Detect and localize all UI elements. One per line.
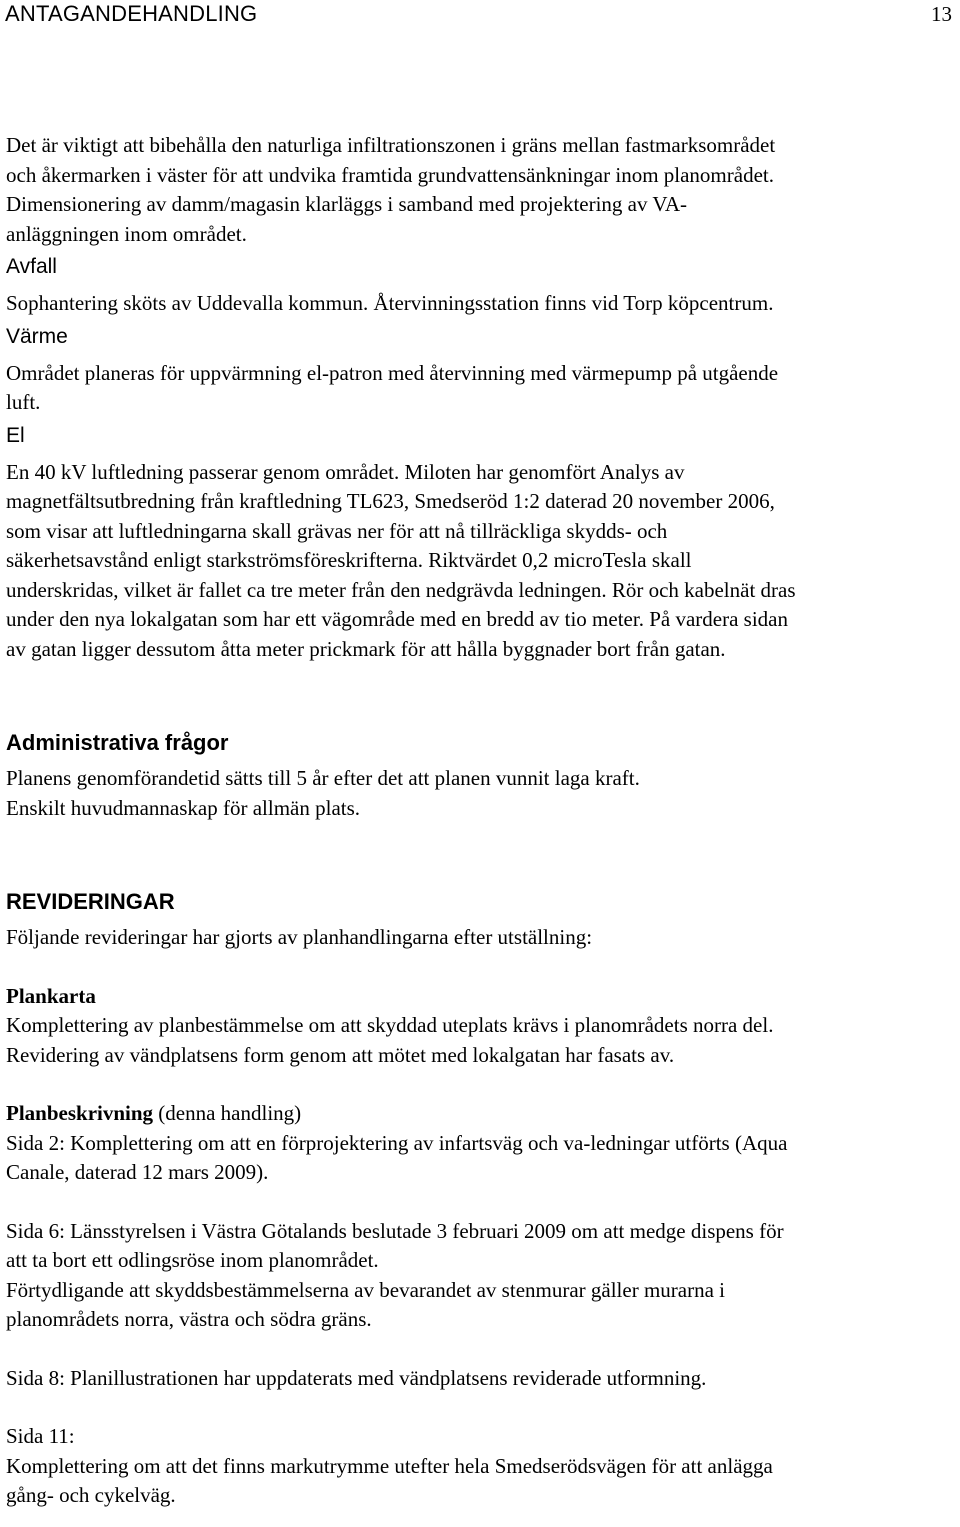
intro-paragraph <box>6 131 956 249</box>
text-line: som visar att luftledningarna skall grävas ner för att nå tillräckliga skydds- och <box>6 518 668 543</box>
sida6-text: planområdets norra, västra och södra gräns. <box>6 1307 372 1331</box>
text-line: säkerhetsavstånd enligt starkströmsföreskrifterna. Riktvärdet 0,2 microTesla skall <box>6 548 692 572</box>
el-heading: El <box>6 423 25 447</box>
admin-text: Enskilt huvudmannaskap för allmän plats. <box>6 795 361 820</box>
sida11-title: Sida 11: <box>6 1424 75 1448</box>
document-status-title: ANTAGANDEHANDLING <box>5 1 258 26</box>
text-line: och åkermarken i väster för att undvika framtida grundvattensänkningar inom planområdet. <box>6 162 774 187</box>
document-body <box>6 131 956 1511</box>
text-line: under den nya lokalgatan som har ett vägområde med en bredd av tio meter. På vardera sidan <box>6 607 788 631</box>
planbeskrivning-title-suffix: (denna handling) <box>153 1101 302 1125</box>
text-line: anläggningen inom området. <box>6 221 247 246</box>
plankarta-text: Komplettering av planbestämmelse om att skyddad uteplats krävs i planområdets norra del. <box>6 1013 774 1037</box>
sida8-text: Sida 8: Planillustrationen har uppdaterats med vändplatsens reviderade utformning. <box>6 1365 707 1390</box>
text-line: magnetfältsutbredning från kraftledning TL623, Smedseröd 1:2 daterad 20 november 2006, <box>6 489 775 513</box>
text-line: En 40 kV luftledning passerar genom området. Miloten har genomfört Analys av <box>6 459 685 484</box>
varme-text: luft. <box>6 390 41 414</box>
text-line: Det är viktigt att bibehålla den naturliga infiltrationszonen i gräns mellan fastmarksområdet <box>6 133 776 157</box>
planbeskrivning-title-line <box>6 1099 956 1129</box>
avfall-heading: Avfall <box>6 255 57 278</box>
el-paragraph <box>6 458 956 665</box>
admin-text: Planens genomförandetid sätts till 5 år efter det att planen vunnit laga kraft. <box>6 766 640 790</box>
sida6-text: att ta bort ett odlingsröse inom planområdet. <box>6 1248 379 1272</box>
text-line: Dimensionering av damm/magasin klarläggs i samband med projektering av VA- <box>6 192 687 216</box>
sida11-text: gång- och cykelväg. <box>6 1483 176 1507</box>
text-line: underskridas, vilket är fallet ca tre meter från den nedgrävda ledningen. Rör och kabelnät dras <box>6 577 796 602</box>
page-number: 13 <box>931 2 952 26</box>
sida2-text: Canale, daterad 12 mars 2009). <box>6 1160 269 1184</box>
varme-heading: Värme <box>6 324 68 348</box>
avfall-text: Sophantering sköts av Uddevalla kommun. Återvinningsstation finns vid Torp köpcentrum. <box>6 291 774 315</box>
revideringar-intro: Följande revideringar har gjorts av planhandlingarna efter utställning: <box>6 925 593 949</box>
planbeskrivning-title: Planbeskrivning <box>6 1101 154 1125</box>
plankarta-text: Revidering av vändplatsens form genom att mötet med lokalgatan har fasats av. <box>6 1042 675 1067</box>
sida11-text: Komplettering om att det finns markutrymme utefter hela Smedserödsvägen för att anlägga <box>6 1453 773 1478</box>
admin-heading: Administrativa frågor <box>6 730 229 755</box>
page-header <box>0 0 960 28</box>
text-line: av gatan ligger dessutom åtta meter prickmark för att hålla byggnader bort från gatan. <box>6 636 726 661</box>
sida6-text: Sida 6: Länsstyrelsen i Västra Götalands beslutade 3 februari 2009 om att medge dispens för <box>6 1218 784 1243</box>
varme-text: Området planeras för uppvärmning el-patron med återvinning med värmepump på utgående <box>6 360 779 385</box>
sida6-text: Förtydligande att skyddsbestämmelserna av bevarandet av stenmurar gäller murarna i <box>6 1277 726 1302</box>
sida2-text: Sida 2: Komplettering om att en förprojektering av infartsväg och va-ledningar utförts (Aqua <box>6 1130 788 1155</box>
revideringar-heading: REVIDERINGAR <box>6 889 175 914</box>
plankarta-title: Plankarta <box>6 983 96 1008</box>
